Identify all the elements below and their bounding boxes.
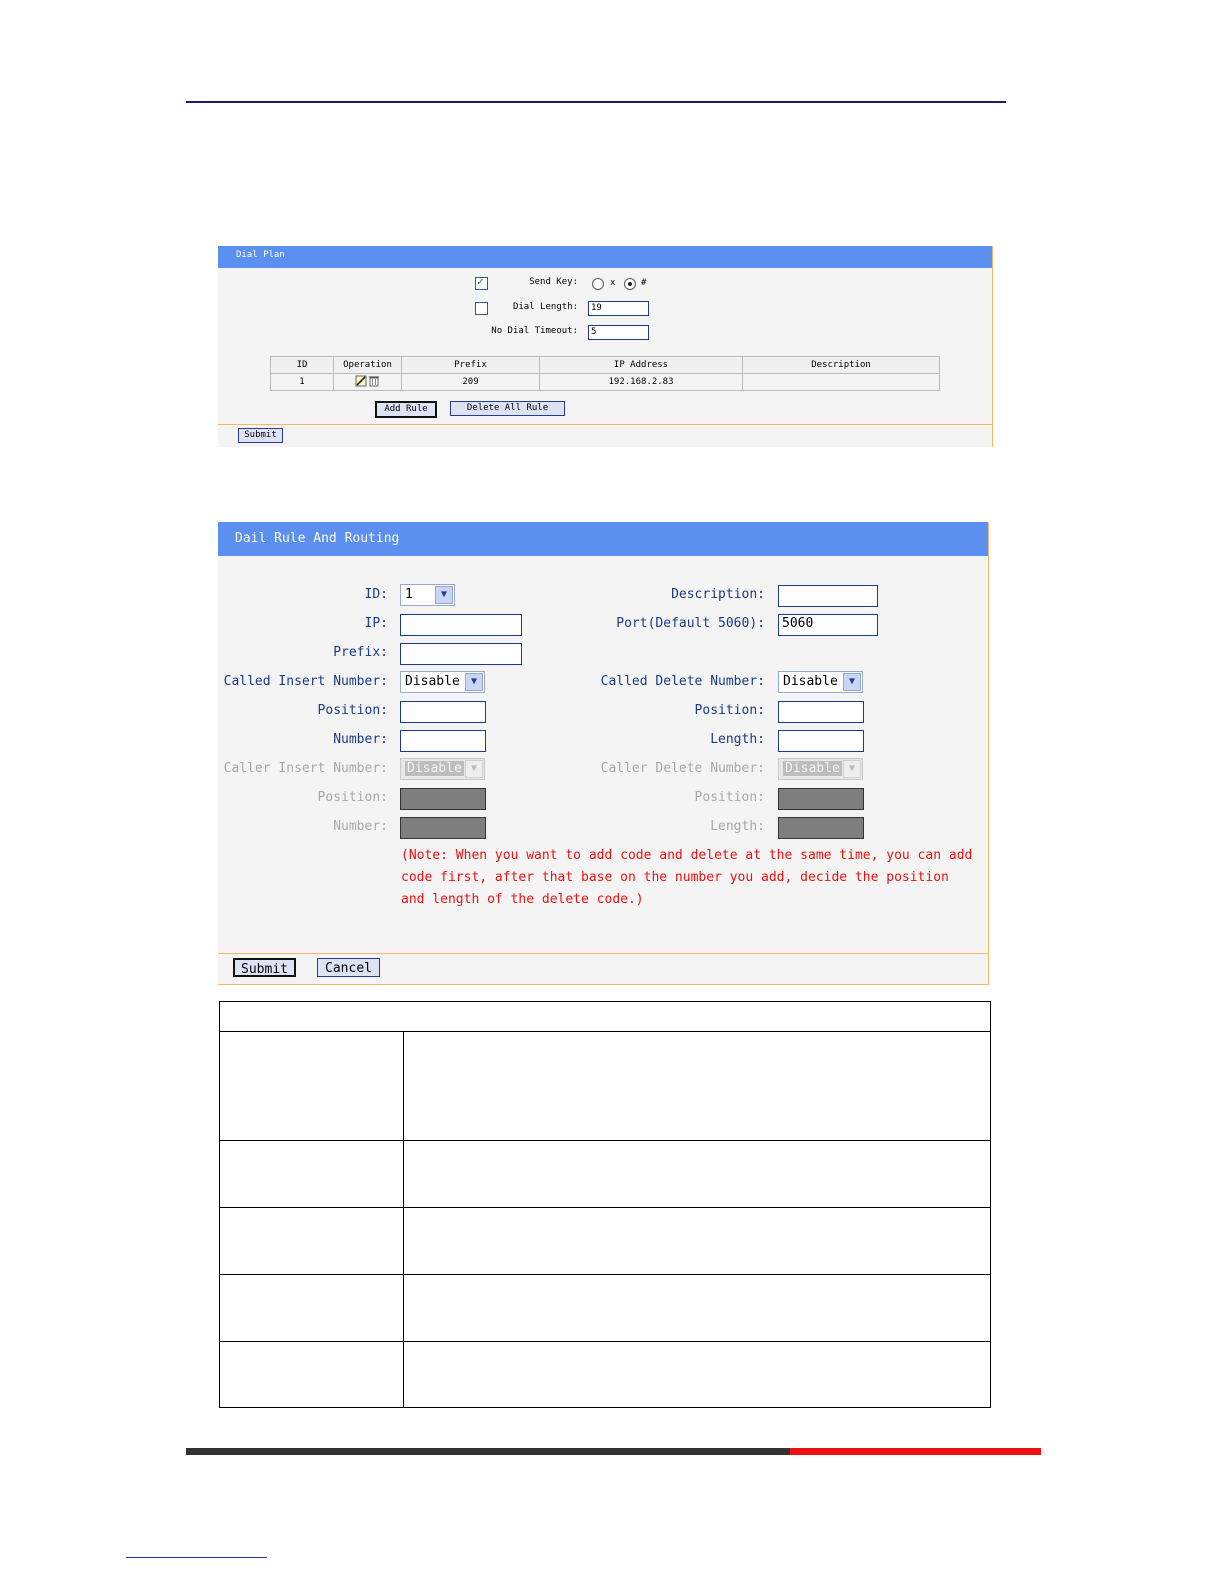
dial-plan-separator — [218, 424, 992, 425]
table-rule — [220, 1031, 990, 1032]
id-select-value: 1 — [405, 587, 413, 602]
chevron-down-icon: ▼ — [465, 673, 483, 691]
table-rule — [220, 1274, 990, 1275]
caller-insert-position-label: Position: — [317, 790, 388, 805]
called-insert-position-label: Position: — [317, 703, 388, 718]
called-insert-number-input[interactable] — [400, 730, 486, 752]
dial-plan-panel — [218, 246, 993, 447]
routing-header — [218, 522, 988, 556]
caller-insert-position-input — [400, 788, 486, 810]
footer-link-underline — [126, 1557, 267, 1558]
caller-delete-position-label: Position: — [694, 790, 765, 805]
row-prefix: 209 — [402, 374, 540, 391]
dial-plan-header — [218, 246, 992, 268]
note-line-1: (Note: When you want to add code and delete at the same time, you can add — [401, 848, 973, 863]
row-description — [743, 374, 940, 391]
dial-length-label: Dial Length: — [512, 302, 578, 312]
port-input[interactable]: 5060 — [778, 614, 878, 636]
chevron-down-icon: ▼ — [843, 673, 861, 691]
table-header-row — [271, 357, 940, 374]
dial-length-input[interactable]: 19 — [588, 301, 649, 316]
row-id: 1 — [271, 374, 334, 391]
called-insert-select[interactable] — [400, 671, 485, 693]
prefix-label: Prefix: — [333, 645, 388, 660]
caller-delete-value: Disable — [785, 761, 840, 776]
prefix-input[interactable] — [400, 643, 522, 665]
edit-icon[interactable] — [356, 376, 366, 386]
caller-delete-label: Caller Delete Number: — [600, 761, 765, 776]
called-delete-position-input[interactable] — [778, 701, 864, 723]
note-line-3: and length of the delete code.) — [401, 892, 644, 907]
col-prefix: Prefix — [402, 357, 540, 374]
footer-rule-dark — [186, 1448, 790, 1455]
col-description: Description — [743, 357, 940, 374]
dial-rule-table — [270, 356, 940, 391]
caller-insert-value: Disable — [407, 761, 462, 776]
trash-icon[interactable] — [369, 377, 379, 386]
caller-delete-length-input — [778, 817, 864, 839]
called-delete-position-label: Position: — [694, 703, 765, 718]
col-id: ID — [271, 357, 334, 374]
row-operation — [334, 374, 402, 391]
caller-insert-number-input — [400, 817, 486, 839]
table-rule — [220, 1140, 990, 1141]
footer-rule-red — [790, 1448, 1041, 1455]
caller-delete-select — [778, 758, 863, 780]
caller-insert-select — [400, 758, 485, 780]
add-rule-button[interactable]: Add Rule — [375, 401, 437, 418]
send-key-radio-x[interactable] — [592, 278, 604, 290]
send-key-label: Send Key: — [529, 277, 578, 287]
description-input[interactable] — [778, 585, 878, 607]
caller-delete-position-input — [778, 788, 864, 810]
note-line-2: code first, after that base on the number you add, decide the position — [401, 870, 949, 885]
dial-plan-submit-button[interactable]: Submit — [238, 428, 283, 443]
port-label: Port(Default 5060): — [616, 616, 765, 631]
ip-input[interactable] — [400, 614, 522, 636]
routing-separator — [218, 953, 988, 954]
dial-plan-title: Dial Plan — [236, 250, 285, 260]
called-delete-label: Called Delete Number: — [600, 674, 765, 689]
called-delete-value: Disable — [783, 674, 838, 689]
called-delete-length-input[interactable] — [778, 730, 864, 752]
no-dial-timeout-input[interactable]: 5 — [588, 325, 649, 340]
send-key-radio-hash[interactable] — [624, 278, 636, 290]
ip-label: IP: — [364, 616, 388, 631]
col-operation: Operation — [334, 357, 402, 374]
routing-cancel-button[interactable]: Cancel — [317, 958, 380, 977]
routing-title: Dail Rule And Routing — [235, 531, 400, 546]
called-insert-value: Disable — [405, 674, 460, 689]
id-select[interactable] — [400, 584, 455, 606]
caller-insert-number-label: Number: — [333, 819, 388, 834]
description-label: Description: — [671, 587, 765, 602]
called-insert-number-label: Number: — [333, 732, 388, 747]
id-label: ID: — [364, 587, 388, 602]
table-rule — [220, 1207, 990, 1208]
no-dial-timeout-label: No Dial Timeout: — [491, 326, 578, 336]
routing-note — [401, 845, 981, 911]
col-ip-address: IP Address — [540, 357, 743, 374]
routing-submit-button[interactable]: Submit — [233, 958, 296, 977]
called-delete-select[interactable] — [778, 671, 863, 693]
send-key-option-hash: # — [641, 278, 647, 288]
dial-length-checkbox[interactable] — [475, 302, 488, 315]
called-delete-length-label: Length: — [710, 732, 765, 747]
delete-all-rule-button[interactable]: Delete All Rule — [450, 401, 565, 416]
chevron-down-icon: ▼ — [465, 760, 483, 778]
parameter-description-table — [219, 1001, 991, 1408]
send-key-checkbox[interactable] — [475, 277, 488, 290]
caller-delete-length-label: Length: — [710, 819, 765, 834]
caller-insert-label: Caller Insert Number: — [223, 761, 388, 776]
chevron-down-icon: ▼ — [843, 760, 861, 778]
called-insert-position-input[interactable] — [400, 701, 486, 723]
routing-panel — [218, 522, 989, 985]
table-row — [271, 374, 940, 391]
row-ip-address: 192.168.2.83 — [540, 374, 743, 391]
header-rule — [186, 101, 1006, 103]
chevron-down-icon: ▼ — [435, 586, 453, 604]
send-key-option-x: x — [610, 278, 616, 288]
called-insert-label: Called Insert Number: — [223, 674, 388, 689]
table-rule — [220, 1341, 990, 1342]
table-column-divider — [403, 1031, 404, 1408]
